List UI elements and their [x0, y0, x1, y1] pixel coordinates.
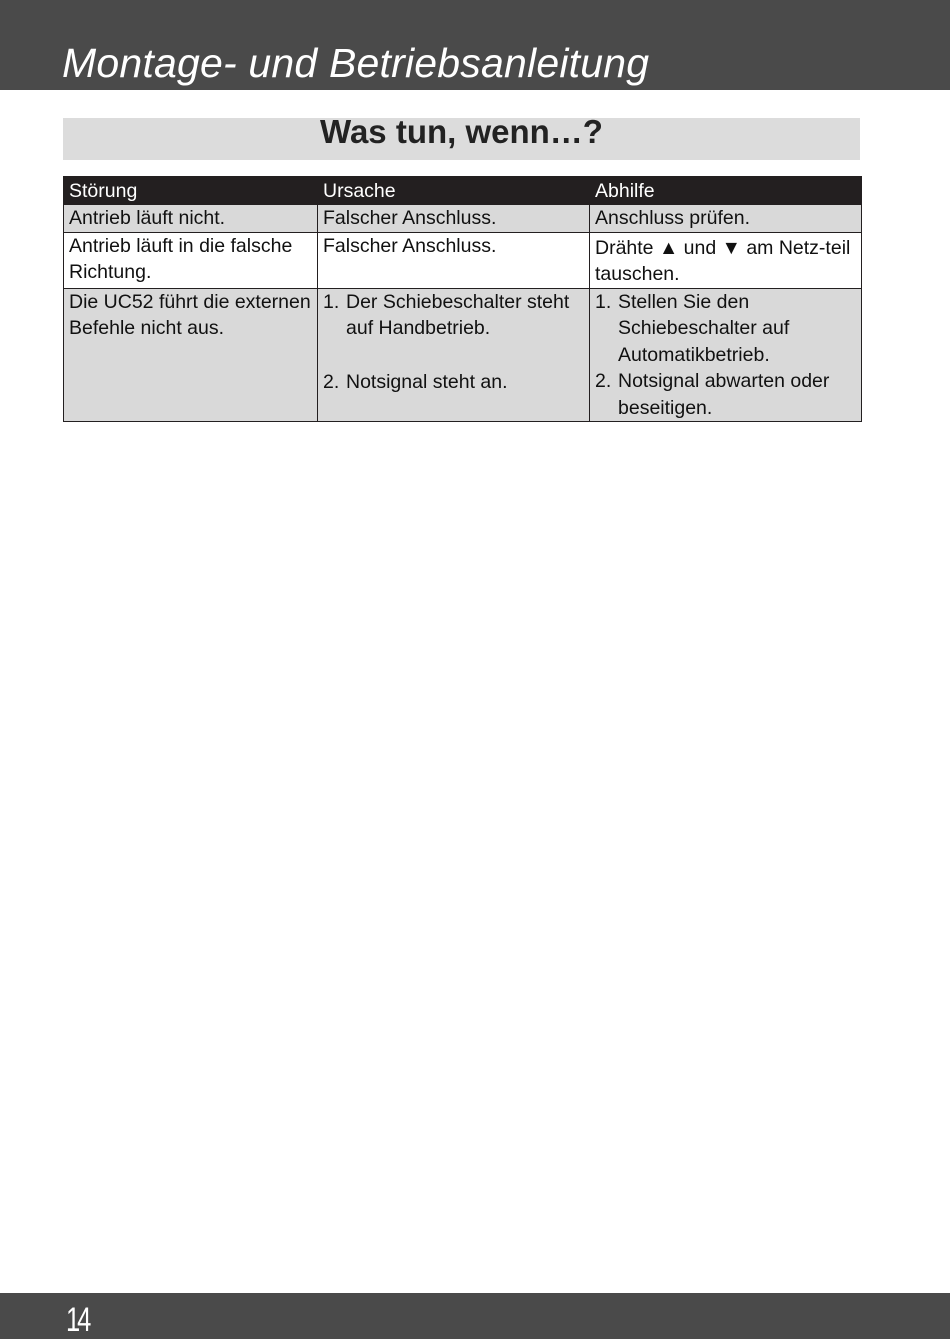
cell-stoerung: Antrieb läuft nicht.	[64, 205, 318, 233]
list-number: 2.	[595, 370, 612, 392]
cell-abhilfe	[590, 288, 862, 422]
list-text: Der Schiebeschalter steht auf Handbetrieb.	[346, 290, 570, 339]
page-number: 14	[66, 1301, 89, 1339]
cell-ursache: Falscher Anschluss.	[318, 205, 590, 233]
cell-ursache	[318, 288, 590, 422]
remedy-list	[595, 289, 856, 422]
list-item	[323, 289, 584, 342]
cell-stoerung: Die UC52 führt die externen Befehle nicht aus.	[64, 288, 318, 422]
list-number: 2.	[323, 370, 340, 393]
document-title: Montage- und Betriebsanleitung	[62, 40, 650, 86]
troubleshooting-table	[63, 176, 862, 422]
table-row	[64, 205, 862, 233]
list-text: Notsignal steht an.	[346, 370, 508, 393]
cell-ursache: Falscher Anschluss.	[318, 232, 590, 288]
column-header-abhilfe: Abhilfe	[590, 177, 862, 205]
list-item	[323, 369, 584, 396]
header-band	[0, 0, 950, 90]
footer-band	[0, 1293, 950, 1339]
list-item	[595, 368, 856, 421]
column-header-ursache: Ursache	[318, 177, 590, 205]
column-header-stoerung: Störung	[64, 177, 318, 205]
table-row	[64, 288, 862, 422]
cell-abhilfe: Anschluss prüfen.	[590, 205, 862, 233]
table-row	[64, 232, 862, 288]
list-number: 1.	[323, 290, 340, 313]
list-item	[595, 289, 856, 369]
cell-stoerung: Antrieb läuft in die falsche Richtung.	[64, 232, 318, 288]
list-text: Stellen Sie den Schiebeschalter auf Automatikbetrieb.	[618, 290, 790, 366]
cell-abhilfe: Drähte ▲ und ▼ am Netz-teil tauschen.	[590, 232, 862, 288]
list-text: Notsignal abwarten oder beseitigen.	[618, 370, 830, 419]
cause-list	[323, 289, 584, 396]
section-heading-band	[63, 113, 860, 160]
list-number: 1.	[595, 290, 612, 313]
table-header-row	[64, 177, 862, 205]
section-title: Was tun, wenn…?	[320, 113, 603, 150]
